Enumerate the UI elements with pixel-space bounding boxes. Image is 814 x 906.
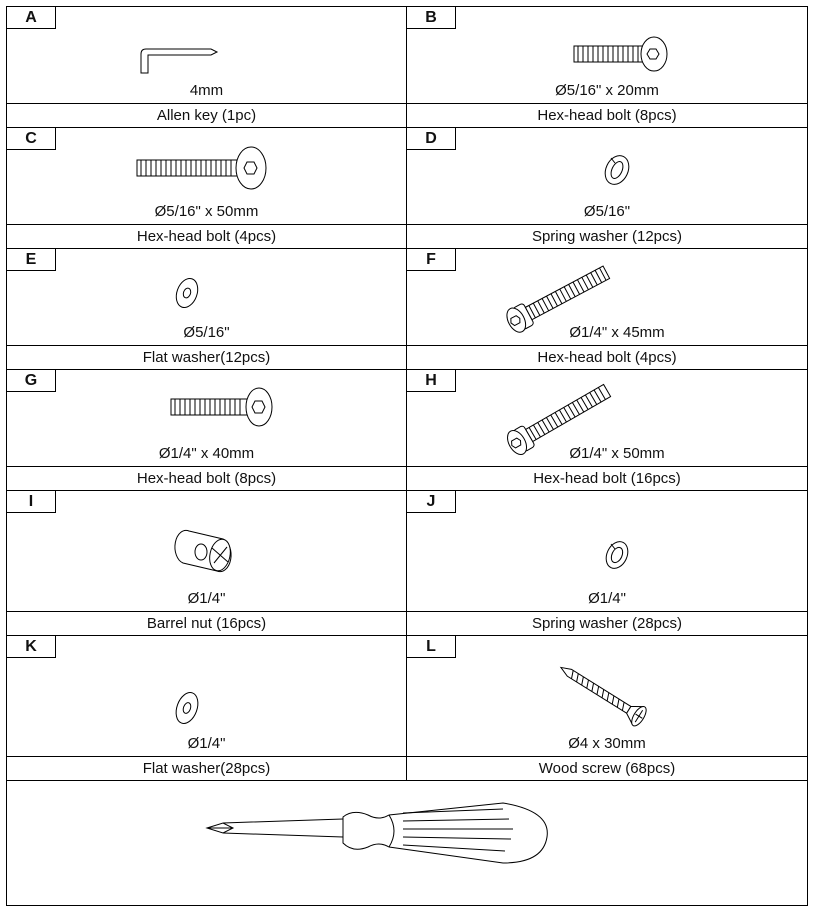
part-caption-c: Hex-head bolt (4pcs) bbox=[6, 225, 407, 249]
part-size: Ø1/4" bbox=[588, 590, 626, 607]
part-size: Ø1/4" x 40mm bbox=[158, 445, 255, 462]
flat-washer-icon bbox=[167, 688, 207, 728]
part-caption-k: Flat washer(28pcs) bbox=[6, 757, 407, 781]
part-letter: F bbox=[406, 248, 456, 271]
part-size: Ø1/4" bbox=[187, 590, 226, 607]
wood-screw-icon bbox=[555, 662, 655, 728]
part-cell-e bbox=[6, 248, 407, 346]
part-size: Ø5/16" x 20mm bbox=[555, 82, 659, 99]
part-caption-h: Hex-head bolt (16pcs) bbox=[406, 467, 808, 491]
allen-key-icon bbox=[135, 40, 225, 80]
part-caption-l: Wood screw (68pcs) bbox=[406, 757, 808, 781]
hex-bolt-icon bbox=[570, 34, 670, 74]
part-size: Ø5/16" x 50mm bbox=[154, 203, 259, 220]
part-size: Ø5/16" bbox=[183, 324, 230, 341]
part-caption-j: Spring washer (28pcs) bbox=[406, 612, 808, 636]
part-cell-d bbox=[406, 127, 808, 225]
part-cell-h bbox=[406, 369, 808, 467]
part-caption-e: Flat washer(12pcs) bbox=[6, 346, 407, 370]
tool-cell bbox=[6, 780, 808, 906]
screwdriver-icon bbox=[203, 801, 553, 871]
hex-bolt-icon bbox=[133, 143, 273, 193]
part-letter: A bbox=[6, 6, 56, 29]
part-size: Ø1/4" x 50mm bbox=[569, 445, 665, 462]
part-size: Ø1/4" x 45mm bbox=[569, 324, 665, 341]
part-letter: J bbox=[406, 490, 456, 513]
part-letter: G bbox=[6, 369, 56, 392]
part-cell-i bbox=[6, 490, 407, 612]
spring-washer-icon bbox=[597, 150, 637, 190]
part-letter: D bbox=[406, 127, 456, 150]
part-size: Ø4 x 30mm bbox=[568, 735, 646, 752]
hex-bolt-icon bbox=[167, 385, 277, 429]
part-cell-f bbox=[406, 248, 808, 346]
part-size: Ø1/4" bbox=[187, 735, 226, 752]
part-cell-j bbox=[406, 490, 808, 612]
part-letter: L bbox=[406, 635, 456, 658]
part-cell-a bbox=[6, 6, 407, 104]
part-letter: I bbox=[6, 490, 56, 513]
part-caption-a: Allen key (1pc) bbox=[6, 104, 407, 128]
part-cell-k bbox=[6, 635, 407, 757]
part-cell-b bbox=[406, 6, 808, 104]
part-letter: C bbox=[6, 127, 56, 150]
part-letter: E bbox=[6, 248, 56, 271]
part-caption-g: Hex-head bolt (8pcs) bbox=[6, 467, 407, 491]
barrel-nut-icon bbox=[175, 525, 241, 577]
part-caption-f: Hex-head bolt (4pcs) bbox=[406, 346, 808, 370]
part-cell-c bbox=[6, 127, 407, 225]
part-letter: B bbox=[406, 6, 456, 29]
part-caption-b: Hex-head bolt (8pcs) bbox=[406, 104, 808, 128]
hardware-parts-sheet bbox=[6, 6, 808, 903]
part-cell-l bbox=[406, 635, 808, 757]
part-cell-g bbox=[6, 369, 407, 467]
spring-washer-icon bbox=[597, 535, 637, 575]
flat-washer-icon bbox=[167, 273, 207, 313]
part-size: 4mm bbox=[189, 82, 224, 99]
part-size: Ø5/16" bbox=[583, 203, 631, 220]
part-caption-i: Barrel nut (16pcs) bbox=[6, 612, 407, 636]
part-letter: K bbox=[6, 635, 56, 658]
part-letter: H bbox=[406, 369, 456, 392]
part-caption-d: Spring washer (12pcs) bbox=[406, 225, 808, 249]
